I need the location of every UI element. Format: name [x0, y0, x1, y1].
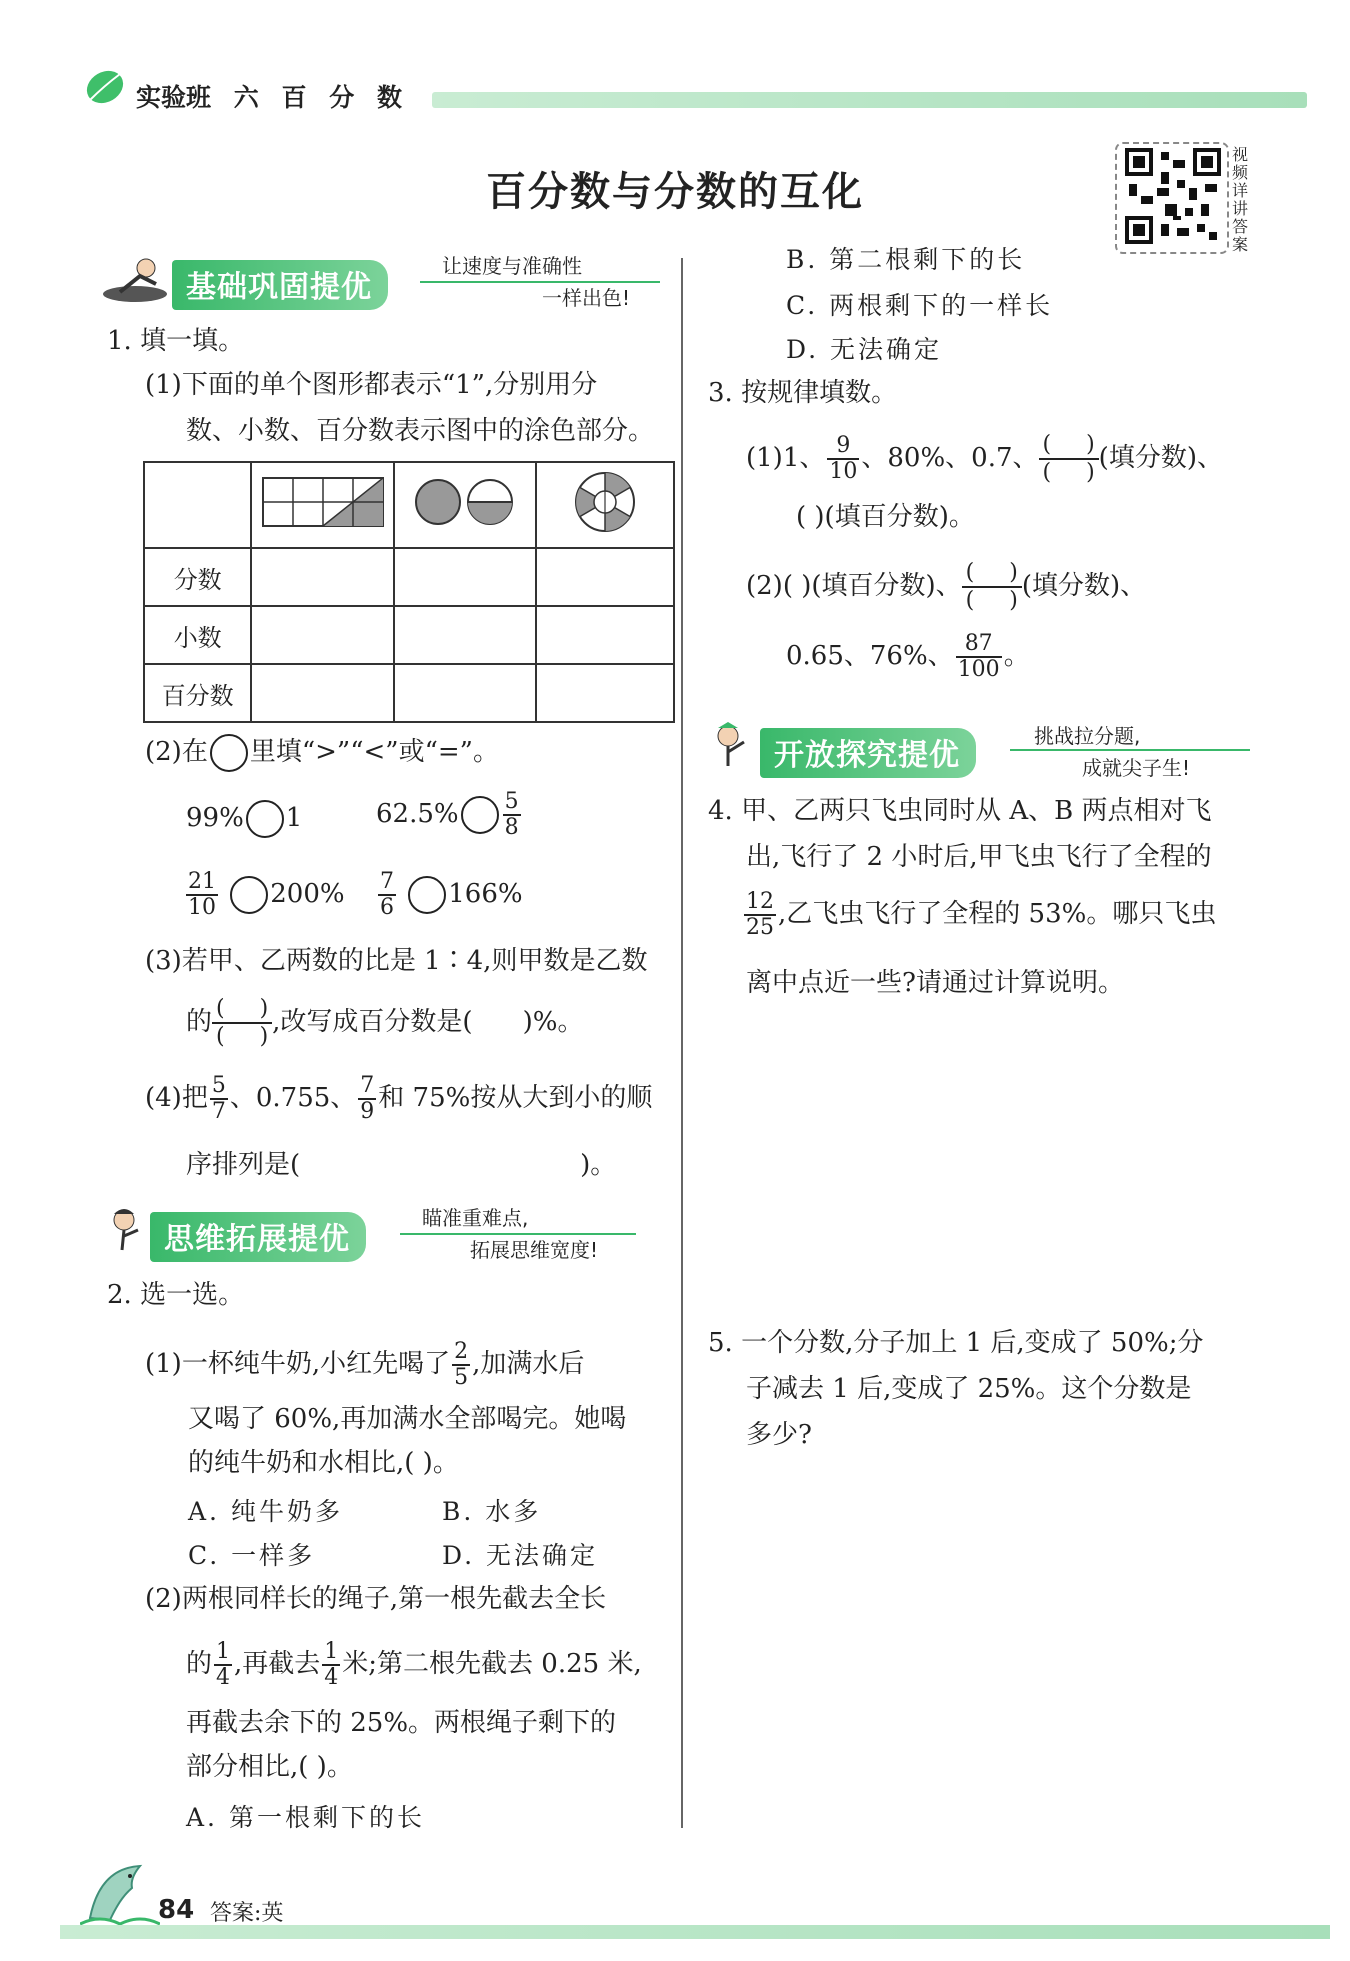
- fraction: [956, 632, 1002, 682]
- denominator: 100: [957, 657, 1000, 682]
- section-note: 成就尖子生!: [1082, 756, 1191, 780]
- qr-label-char: 讲: [1232, 199, 1249, 218]
- numerator: 87: [964, 631, 993, 656]
- mascot-icon: [100, 254, 170, 304]
- denominator: 25: [746, 915, 774, 940]
- leaf-icon: [84, 68, 126, 106]
- option-c[interactable]: C. 一样多: [188, 1541, 316, 1570]
- paren: ): [1086, 432, 1095, 457]
- answer-cell[interactable]: [251, 606, 394, 664]
- qr-code-icon[interactable]: [1125, 148, 1221, 244]
- q5-line3: 多少?: [746, 1420, 812, 1450]
- q4-line1: 4. 甲、乙两只飞虫同时从 A、B 两点相对飞: [708, 796, 1212, 826]
- q1-p3-line2: [186, 996, 583, 1050]
- numerator: 7: [380, 869, 394, 894]
- figure-circles-cell: [394, 462, 536, 548]
- answer-cell[interactable]: [536, 664, 674, 722]
- denominator: 4: [324, 1665, 339, 1690]
- q4-line4: 离中点近一些?请通过计算说明。: [746, 968, 1124, 998]
- text: 166%: [448, 879, 523, 909]
- numerator: 7: [360, 1073, 375, 1098]
- qr-label: [1232, 146, 1254, 254]
- q5-line2: 子减去 1 后,变成了 25%。这个分数是: [746, 1374, 1192, 1404]
- text: (2)( )(填百分数)、: [746, 571, 962, 601]
- paren: ): [1086, 460, 1095, 485]
- option-d[interactable]: D. 无法确定: [442, 1541, 599, 1570]
- numerator: 1: [216, 1639, 231, 1664]
- fraction: [378, 870, 396, 920]
- paren: (: [965, 560, 975, 585]
- fraction: [744, 890, 776, 940]
- numerator: 12: [746, 889, 774, 914]
- answer-cell[interactable]: [394, 548, 536, 606]
- section-note: 挑战拉分题,: [1034, 724, 1141, 748]
- text: ,改写成百分数是(: [272, 1007, 473, 1037]
- q4-line3: [742, 890, 1216, 940]
- compare-2: [376, 790, 523, 840]
- logo-text: 实验班: [136, 83, 212, 112]
- question-1-head: 1. 填一填。: [107, 326, 245, 356]
- unit-char: 六: [233, 83, 259, 112]
- denominator: 4: [216, 1665, 231, 1690]
- fraction: [322, 1640, 340, 1690]
- fraction: [214, 1640, 232, 1690]
- paren: ): [259, 996, 269, 1021]
- section-title-thinking: 思维拓展提优: [150, 1212, 366, 1262]
- q5-line1: 5. 一个分数,分子加上 1 后,变成了 50%;分: [708, 1328, 1204, 1358]
- denominator: 8: [504, 815, 519, 840]
- qr-label-char: 视: [1232, 145, 1249, 164]
- option-d[interactable]: D. 无法确定: [786, 335, 943, 364]
- compare-circle[interactable]: [408, 876, 446, 914]
- page-number: 84: [158, 1895, 195, 1925]
- section-note: 一样出色!: [542, 286, 631, 310]
- table-corner-cell: [144, 462, 251, 548]
- compare-circle[interactable]: [246, 800, 284, 838]
- denominator: 7: [211, 1099, 226, 1124]
- shaded-circles-figure: [410, 476, 520, 528]
- q2-p2-line3: 再截去余下的 25%。两根绳子剩下的: [186, 1708, 617, 1738]
- paren: (: [965, 588, 975, 613]
- q1-p1-line1: (1)下面的单个图形都表示“1”,分别用分: [145, 370, 598, 400]
- option-a[interactable]: A. 第一根剩下的长: [186, 1803, 425, 1832]
- shaded-wheel-figure: [573, 470, 637, 534]
- text: 的: [186, 1007, 213, 1037]
- answer-cell[interactable]: [536, 606, 674, 664]
- q1-p2-head: [145, 734, 499, 772]
- text: ,乙飞虫飞行了全程的 53%。哪只飞虫: [778, 899, 1217, 929]
- circle-blank-icon: [210, 734, 248, 772]
- text: )。: [580, 1150, 617, 1180]
- paren: (: [1042, 432, 1052, 457]
- denominator: 10: [829, 459, 858, 484]
- fraction: [186, 870, 218, 920]
- option-b[interactable]: B. 第二根剩下的长: [786, 245, 1026, 274]
- qr-label-char: 案: [1232, 235, 1249, 254]
- paren: ): [1009, 588, 1018, 613]
- numerator: 5: [504, 789, 519, 814]
- figure-wheel-cell: [536, 462, 674, 548]
- question-3-head: 3. 按规律填数。: [708, 378, 898, 408]
- compare-circle[interactable]: [461, 796, 499, 834]
- column-divider: [681, 258, 683, 1828]
- blank-fraction[interactable]: [212, 996, 272, 1050]
- text: 序排列是(: [186, 1150, 301, 1180]
- q2-p2-line2: [186, 1640, 642, 1690]
- numerator: 2: [454, 1339, 469, 1364]
- text: (4)把: [145, 1083, 208, 1113]
- paren: ): [259, 1024, 269, 1049]
- answer-cell[interactable]: [536, 548, 674, 606]
- text: 。: [1003, 641, 1030, 671]
- q3-p2-line2: [786, 632, 1030, 682]
- numerator: 1: [324, 1639, 339, 1664]
- q1-p4-line2: [186, 1148, 616, 1182]
- option-c[interactable]: C. 两根剩下的一样长: [786, 291, 1054, 320]
- q1-p4-line1: [145, 1074, 652, 1124]
- denominator: 9: [360, 1099, 375, 1124]
- text: 和 75%按从大到小的顺: [378, 1083, 653, 1113]
- section-line: [400, 1233, 636, 1235]
- page-title: 百分数与分数的互化: [486, 169, 864, 215]
- section-title-explore: 开放探究提优: [760, 728, 976, 778]
- denominator: 6: [380, 895, 394, 920]
- fraction: [503, 790, 521, 840]
- fraction: [210, 1074, 228, 1124]
- fraction: [452, 1340, 470, 1390]
- text: (填分数)、: [1098, 443, 1223, 473]
- text: ,再截去: [234, 1649, 321, 1679]
- compare-3: [184, 870, 345, 920]
- section-note: 拓展思维宽度!: [470, 1238, 599, 1262]
- text: )%。: [522, 1007, 584, 1037]
- text: ,加满水后: [472, 1349, 585, 1379]
- fraction: [358, 1074, 376, 1124]
- unit-char: 百: [281, 83, 307, 112]
- compare-4: [376, 870, 523, 920]
- blank-fraction[interactable]: [1039, 432, 1099, 486]
- answer-cell[interactable]: [251, 548, 394, 606]
- qr-label-char: 答: [1232, 217, 1249, 236]
- q2-p1-line2: 又喝了 60%,再加满水全部喝完。她喝: [188, 1404, 627, 1434]
- text: 的: [186, 1649, 213, 1679]
- q4-line2: 出,飞行了 2 小时后,甲飞虫飞行了全程的: [746, 842, 1212, 872]
- q1-p1-line2: 数、小数、百分数表示图中的涂色部分。: [186, 416, 655, 446]
- paren: (: [216, 996, 225, 1021]
- qr-label-char: 频: [1232, 163, 1249, 182]
- text: (2)在: [145, 737, 208, 767]
- paren: (: [1042, 460, 1052, 485]
- q2-p2-line1: (2)两根同样长的绳子,第一根先截去全长: [145, 1584, 607, 1614]
- compare-1: [186, 800, 302, 838]
- q1-p3-line1: (3)若甲、乙两数的比是 1∶4,则甲数是乙数: [145, 946, 648, 976]
- numerator: 5: [211, 1073, 226, 1098]
- question-2-head: 2. 选一选。: [107, 1280, 245, 1310]
- text: 62.5%: [376, 799, 459, 829]
- footer-bar: [60, 1925, 1330, 1939]
- unit-char: 数: [376, 83, 402, 112]
- text: 米;第二根先截去 0.25 米,: [342, 1649, 642, 1679]
- text: (1)一杯纯牛奶,小红先喝了: [145, 1349, 451, 1379]
- section-note: 瞄准重难点,: [422, 1206, 529, 1230]
- row-label: 分数: [144, 548, 251, 606]
- answer-cell[interactable]: [394, 606, 536, 664]
- text: 、80%、0.7、: [861, 443, 1039, 473]
- section-line: [420, 281, 660, 283]
- denominator: 5: [454, 1365, 469, 1390]
- row-label: 百分数: [144, 664, 251, 722]
- figure-rectangle-cell: [251, 462, 394, 548]
- text: 里填“>”“<”或“=”。: [249, 737, 499, 767]
- paren: (: [216, 1024, 225, 1049]
- row-label: 小数: [144, 606, 251, 664]
- header-unit: [136, 78, 416, 114]
- numerator: 21: [188, 869, 216, 894]
- q2-p1-line3: 的纯牛奶和水相比,( )。: [188, 1448, 459, 1478]
- option-b[interactable]: B. 水多: [442, 1497, 542, 1526]
- text: 200%: [270, 879, 345, 909]
- numerator: 9: [836, 433, 851, 458]
- section-title-basic: 基础巩固提优: [172, 260, 388, 310]
- dolphin-icon: [80, 1858, 160, 1928]
- answer-cell[interactable]: [251, 664, 394, 722]
- denominator: 10: [188, 895, 216, 920]
- text: 99%: [186, 803, 244, 833]
- q2-p2-line4: 部分相比,( )。: [186, 1752, 353, 1782]
- fraction: [827, 434, 859, 484]
- q3-p1-line1: [746, 432, 1223, 486]
- option-a[interactable]: A. 纯牛奶多: [188, 1497, 343, 1526]
- shaded-rectangle-figure: [261, 476, 385, 528]
- section-note: 让速度与准确性: [442, 254, 582, 278]
- blank-fraction[interactable]: [962, 560, 1022, 614]
- text: 1: [285, 803, 303, 833]
- q3-p2-line1: [746, 560, 1146, 614]
- text: 0.65、76%、: [786, 641, 954, 671]
- unit-char: 分: [329, 83, 355, 112]
- text: (1)1、: [746, 443, 826, 473]
- q2-p1-line1: [145, 1340, 584, 1390]
- text: (填分数)、: [1021, 571, 1147, 601]
- q3-p1-line2: ( )(填百分数)。: [796, 502, 975, 532]
- header-bar: [432, 92, 1307, 108]
- compare-circle[interactable]: [230, 876, 268, 914]
- text: 、0.755、: [229, 1083, 357, 1113]
- answer-note: 答案:英: [210, 1901, 284, 1926]
- answer-cell[interactable]: [394, 664, 536, 722]
- qr-label-char: 详: [1232, 181, 1249, 200]
- paren: ): [1009, 560, 1018, 585]
- answer-table: [143, 461, 675, 723]
